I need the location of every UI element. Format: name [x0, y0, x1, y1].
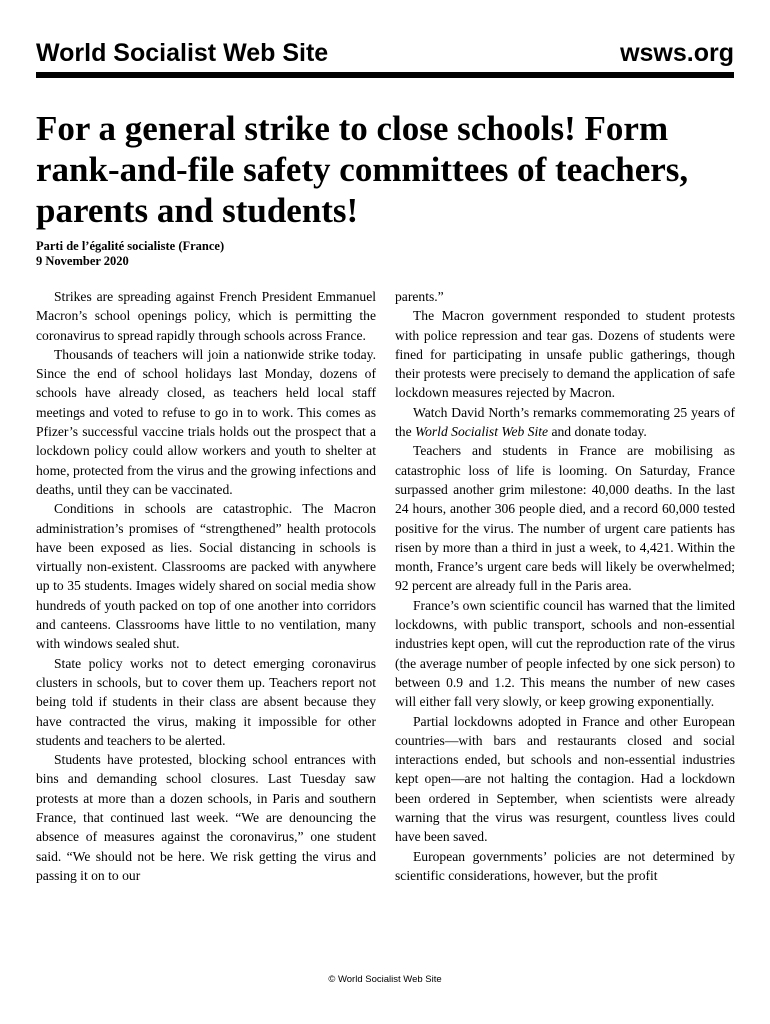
article-column-right	[395, 287, 735, 885]
footer-copyright: © World Socialist Web Site	[328, 974, 442, 985]
watch-text-after: and donate today.	[548, 424, 647, 440]
paragraph: Students have protested, blocking school entrances with bins and demanding school closures. Last Tuesday saw protests at more than a dozen schools, in Paris and southern France, that continued last week. “We are denouncing the absence of measures against the coronavirus,” one student said. “We should not be here. We risk getting the virus and passing it on to our	[36, 752, 376, 883]
paragraph-continuation: parents.”	[395, 289, 444, 304]
paragraph: France’s own scientific council has warned that the limited lockdowns, with public transport, schools and non-essential industries kept open, will cut the reproduction rate of the virus (the average number of people infected by one sick person) to between 0.9 and 1.2. This means the number of new cases will either fall very slowly, or keep growing exponentially.	[395, 597, 735, 710]
paragraph: Thousands of teachers will join a nationwide strike today. Since the end of school holidays last Monday, dozens of schools have already closed, as teachers held local staff meetings and voted to refuse to go in to work. This comes as Pfizer’s successful vaccine trials holds out the prospect that a lockdown policy could allow workers and youth to shelter at home, protected from the virus and the growing infections and deaths, until they can be vaccinated.	[36, 346, 376, 497]
paragraph: Partial lockdowns adopted in France and other European countries—with bars and restaurants closed and social interactions ended, but schools and non-essential industries kept open—are not halting the contagion. Had a lockdown been ordered in September, when scientists were already warning that the virus was resurgent, countless lives could have been saved.	[395, 713, 735, 845]
site-url[interactable]: wsws.org	[620, 39, 734, 67]
article-headline: For a general strike to close schools! Form rank-and-file safety committees of teachers, parents and students!	[36, 109, 689, 230]
masthead	[36, 36, 734, 70]
paragraph: Conditions in schools are catastrophic. The Macron administration’s promises of “strengthened” health protocols have been exposed as lies. Social distancing in schools is virtually non-existent. Classrooms are packed with anywhere up to 35 students. Images widely shared on social media show hundreds of youth packed on top of one another into corridors and canteens. Classrooms have little to no ventilation, many with windows sealed shut.	[36, 501, 376, 652]
article-column-left	[36, 287, 376, 885]
paragraph-watch-link	[395, 403, 735, 442]
masthead-rule	[36, 72, 734, 78]
watch-text-before: Watch David North’s remarks commemorating 25 years of the	[395, 404, 735, 440]
wsws-italic-title: World Socialist Web Site	[415, 424, 549, 440]
paragraph: Strikes are spreading against French President Emmanuel Macron’s school openings policy, which is permitting the coronavirus to spread rapidly through schools across France.	[36, 289, 376, 343]
site-name[interactable]: World Socialist Web Site	[36, 39, 329, 67]
paragraph: Teachers and students in France are mobilising as catastrophic loss of life is looming. On Saturday, France surpassed another grim milestone: 40,000 deaths. In the last 24 hours, another 306 people died, and a record 60,000 tested positive for the virus. The number of urgent care patients has risen by more than a third in just a week, to 4,421. Within the month, France’s urgent care beds will likely be overwhelmed; 92 percent are already full in the Paris area.	[395, 443, 735, 594]
paragraph: The Macron government responded to student protests with police repression and tear gas. Dozens of students were fined for participating in unsafe public gatherings, though their protests were precisely to demand the application of safe lockdown measures rejected by Macron.	[395, 308, 735, 401]
article-date: 9 November 2020	[36, 254, 129, 268]
byline	[36, 239, 436, 269]
paragraph: State policy works not to detect emerging coronavirus clusters in schools, but to cover them up. Teachers report not being told if students in their class are absent because they have contracted the virus, making it impossible for other students and teachers to be alerted.	[36, 655, 376, 748]
article-author: Parti de l’égalité socialiste (France)	[36, 239, 225, 253]
paragraph: European governments’ policies are not determined by scientific considerations, however, but the profit	[395, 848, 735, 883]
